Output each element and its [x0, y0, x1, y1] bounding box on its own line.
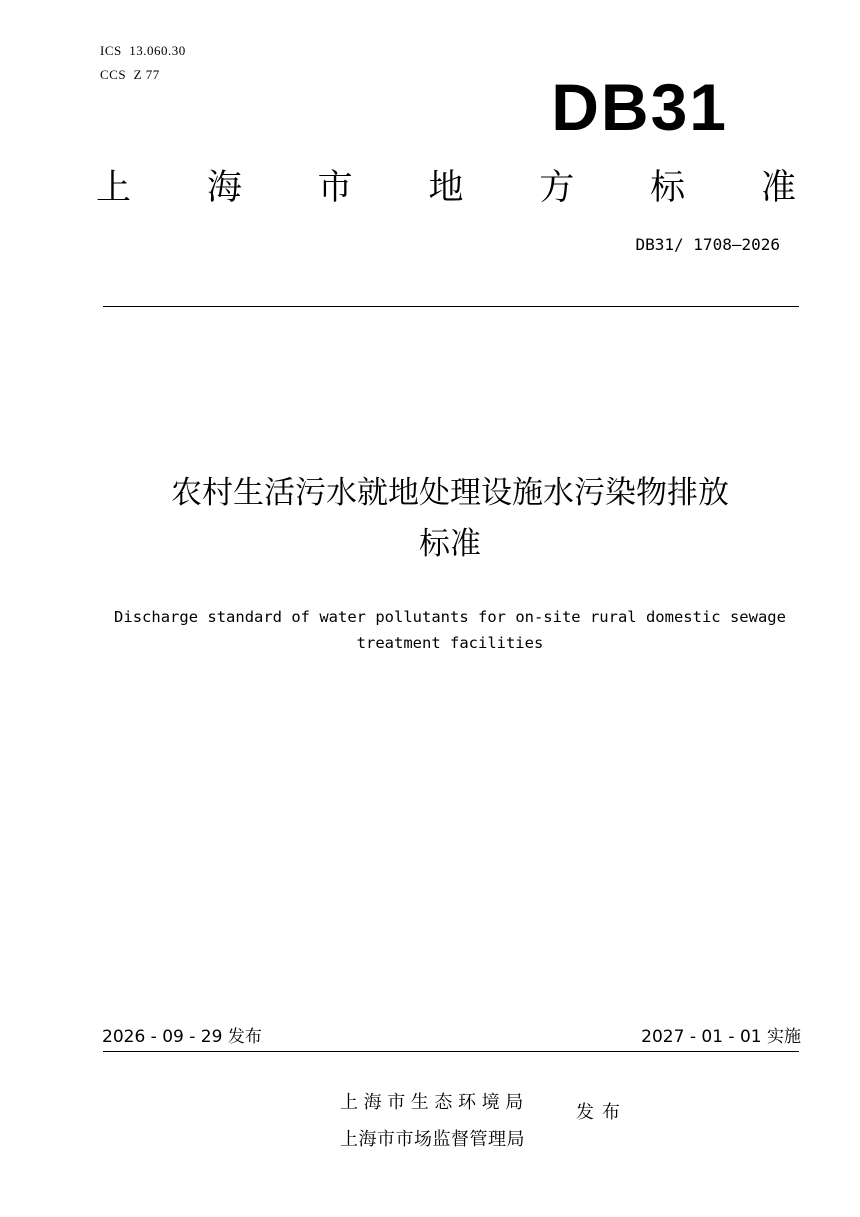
standard-type-char: 方 [539, 168, 575, 208]
standard-type-heading [96, 166, 796, 210]
header-divider [103, 306, 799, 307]
issue-date: 2026 - 09 - 29 发布 [102, 1027, 262, 1047]
standard-type-char: 准 [760, 168, 796, 208]
standard-type-char: 标 [650, 168, 686, 208]
standard-type-char: 地 [428, 168, 464, 208]
standard-type-char: 海 [206, 168, 242, 208]
ics-code: ICS 13.060.30 [100, 43, 186, 58]
db31-logo: DB31 [551, 70, 728, 144]
standard-number: DB31/ 1708—2026 [635, 235, 780, 254]
standard-type-char: 市 [317, 168, 353, 208]
issuer-ecology-bureau: 上海市生态环境局 [340, 1092, 529, 1113]
ccs-code: CCS Z 77 [100, 67, 160, 82]
chinese-title-line-2: 标准 [419, 526, 481, 562]
issuer-market-regulation-bureau: 上海市市场监督管理局 [340, 1129, 525, 1150]
implementation-date: 2027 - 01 - 01 实施 [641, 1027, 801, 1047]
english-title-line-2: treatment facilities [356, 634, 544, 652]
english-title-line-1: Discharge standard of water pollutants for on-site rural domestic sewage [114, 608, 786, 626]
publish-label: 发布 [576, 1102, 628, 1123]
chinese-title-line-1: 农村生活污水就地处理设施水污染物排放 [171, 475, 729, 511]
footer-divider [103, 1051, 799, 1052]
standard-type-char: 上 [96, 168, 132, 208]
